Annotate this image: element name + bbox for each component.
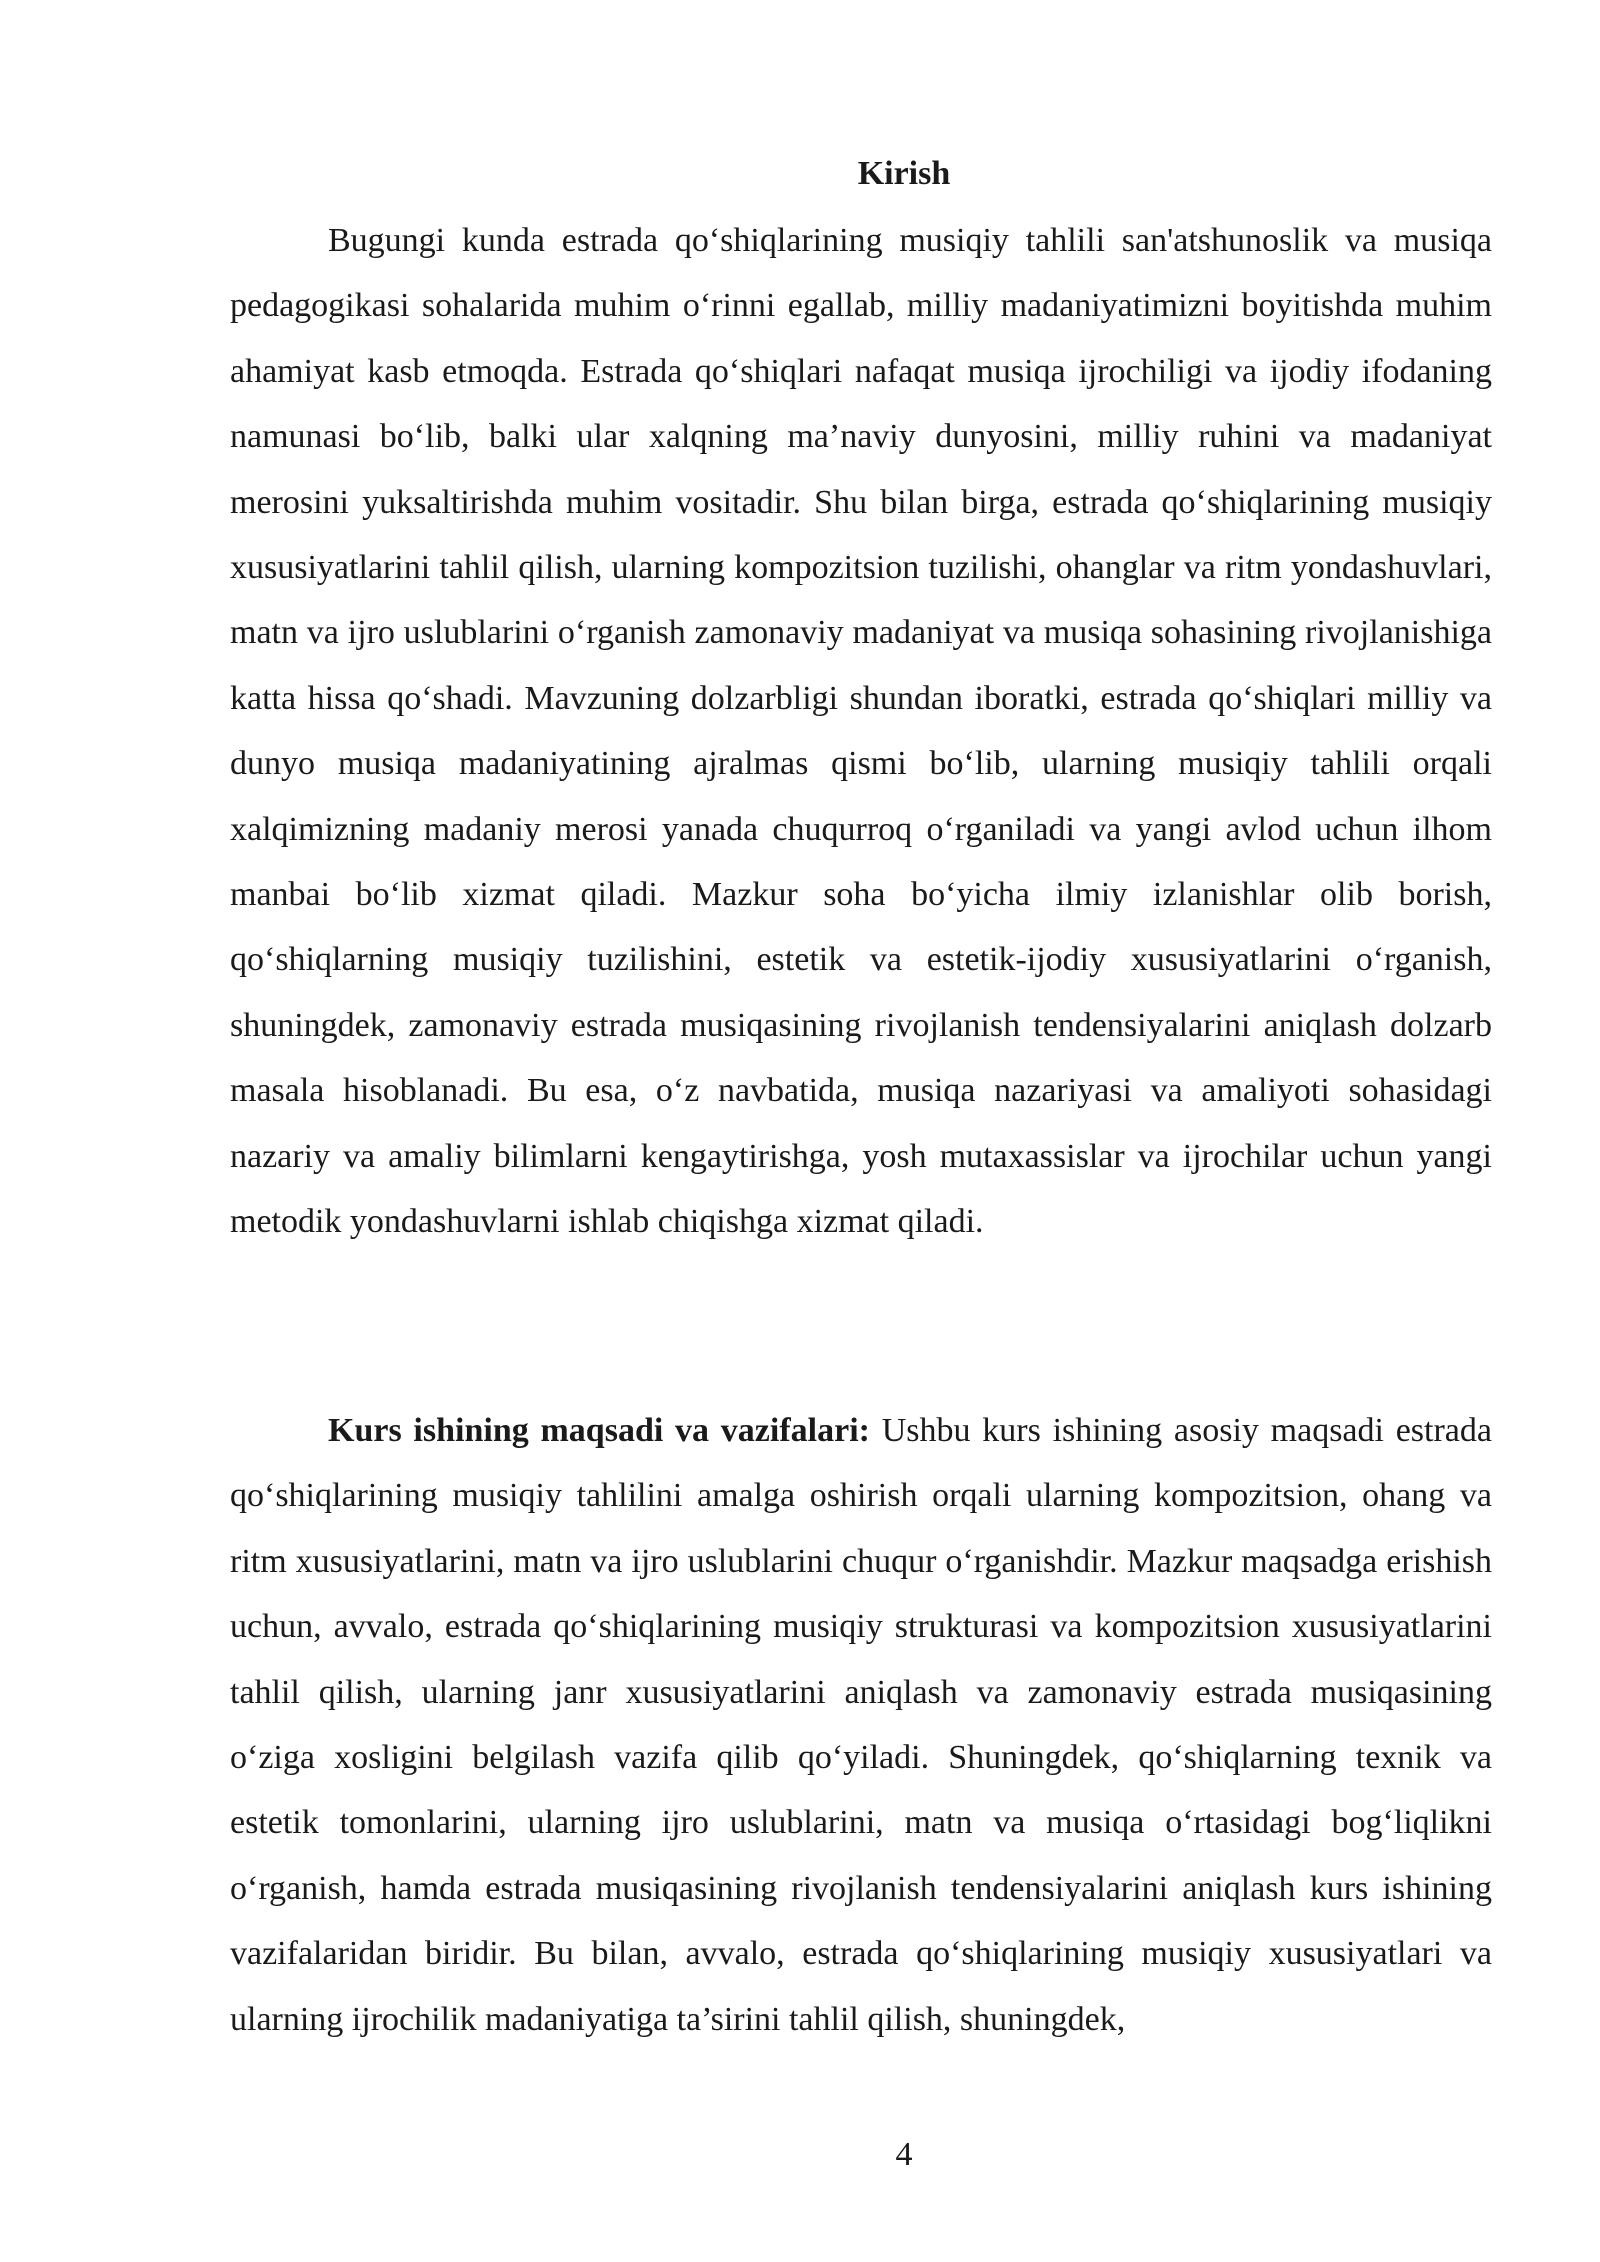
paragraph-2 [230, 1398, 1492, 2052]
section-title: Kirish [857, 155, 951, 192]
page-number: 4 [895, 2136, 913, 2173]
intro-paragraph [230, 208, 1492, 1255]
goals-paragraph [230, 1398, 1492, 2052]
paragraph-1-text: Bugungi kunda estrada qo‘shiqlarining musiqiy tahlili san'atshunoslik va musiqa pedagogikasi sohalarida muhim o‘rinni egallab, milliy madaniyatimizni boyitishda muhim ahamiyat kasb etmoqda. Estrada qo‘shiqlari nafaqat musiqa ijrochiligi va ijodiy ifodaning namunasi bo‘lib, balki ular xalqning ma’naviy dunyosini, milliy ruhini va madaniyat merosini yuksaltirishda muhim vositadir. Shu bilan birga, estrada qo‘shiqlarining musiqiy xususiyatlarini tahlil qilish, ularning kompozitsion tuzilishi, ohanglar va ritm yondashuvlari, matn va ijro uslublarini o‘rganish zamonaviy madaniyat va musiqa sohasining rivojlanishiga katta hissa qo‘shadi. Mavzuning dolzarbligi shundan iboratki, estrada qo‘shiqlari milliy va dunyo musiqa madaniyatining ajralmas qismi bo‘lib, ularning musiqiy tahlili orqali xalqimizning madaniy merosi yanada chuqurroq o‘rganiladi va yangi avlod uchun ilhom manbai bo‘lib xizmat qiladi. Mazkur soha bo‘yicha ilmiy izlanishlar olib borish, qo‘shiqlarning musiqiy tuzilishini, estetik va estetik-ijodiy xususiyatlarini o‘rganish, shuningdek, zamonaviy estrada musiqasining rivojlanish tendensiyalarini aniqlash dolzarb masala hisoblanadi. Bu esa, o‘z navbatida, musiqa nazariyasi va amaliyoti sohasidagi nazariy va amaliy bilimlarni kengaytirishga, yosh mutaxassislar va ijrochilar uchun yangi metodik yondashuvlarni ishlab chiqishga xizmat qiladi. [230, 222, 1492, 1241]
paragraph-2-text: Ushbu kurs ishining asosiy maqsadi estrada qo‘shiqlarining musiqiy tahlilini amalga oshirish orqali ularning kompozitsion, ohang va ritm xususiyatlarini, matn va ijro uslublarini chuqur o‘rganishdir. Mazkur maqsadga erishish uchun, avvalo, estrada qo‘shiqlarining musiqiy strukturasi va kompozitsion xususiyatlarini tahlil qilish, ularning janr xususiyatlarini aniqlash va zamonaviy estrada musiqasining o‘ziga xosligini belgilash vazifa qilib qo‘yiladi. Shuningdek, qo‘shiqlarning texnik va estetik tomonlarini, ularning ijro uslublarini, matn va musiqa o‘rtasidagi bog‘liqlikni o‘rganish, hamda estrada musiqasining rivojlanish tendensiyalarini aniqlash kurs ishining vazifalaridan biridir. Bu bilan, avvalo, estrada qo‘shiqlarining musiqiy xususiyatlari va ularning ijrochilik madaniyatiga ta’sirini tahlil qilish, shuningdek, [230, 1412, 1492, 2038]
paragraph-2-lead: Kurs ishining maqsadi va vazifalari: [328, 1412, 870, 1449]
